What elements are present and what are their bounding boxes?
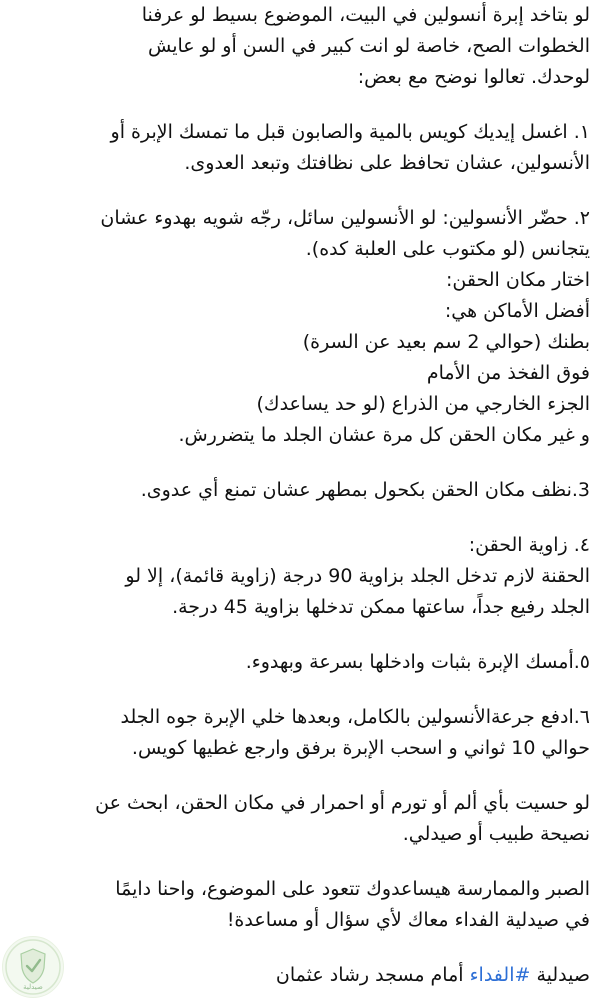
step2-line: فوق الفخذ من الأمام (426, 362, 590, 384)
hashtag-link[interactable]: #الفداء (469, 964, 531, 986)
step2-line: الجزء الخارجي من الذراع (لو حد يساعدك) (256, 393, 590, 415)
step2-line: ٢. حضّر الأنسولين: لو الأنسولين سائل، رجّه شويه بهدوء عشان (100, 207, 590, 229)
paragraph-gap (8, 506, 590, 530)
step2-line: اختار مكان الحقن: (445, 269, 590, 291)
paragraph-gap (8, 451, 590, 475)
step3-line: 3.نظف مكان الحقن بكحول بمطهر عشان تمنع أي عدوى. (140, 479, 590, 501)
logo-text: صيدلية (23, 983, 43, 991)
intro-line: لوحدك. تعالوا نوضح مع بعض: (357, 66, 590, 88)
step1-line: ١. اغسل إيديك كويس بالمية والصابون قبل ما تمسك الإبرة أو (110, 121, 590, 143)
step2-line: يتجانس (لو مكتوب على العلبة كده). (305, 238, 590, 260)
step6-line: ٦.ادفع جرعةالأنسولين بالكامل، وبعدها خلي الإبرة جوه الجلد (120, 706, 590, 728)
paragraph-gap (8, 623, 590, 647)
paragraph-gap (8, 936, 590, 960)
step5-line: ٥.أمسك الإبرة بثبات وادخلها بسرعة وبهدوء. (245, 651, 590, 673)
step1-line: الأنسولين، عشان تحافظ على نظافتك وتبعد العدوى. (184, 152, 590, 174)
paragraph-gap (8, 179, 590, 203)
paragraph-gap (8, 93, 590, 117)
step6-line: حوالي 10 ثواني و اسحب الإبرة برفق وارجع غطيها كويس. (131, 737, 590, 759)
warning-line: لو حسيت بأي ألم أو تورم أو احمرار في مكان الحقن، ابحث عن (95, 792, 590, 814)
paragraph-gap (8, 764, 590, 788)
closing-line: الصبر والممارسة هيساعدوك تتعود على الموضوع، واحنا دايمًا (115, 878, 590, 900)
closing-line: في صيدلية الفداء معاك لأي سؤال أو مساعدة! (226, 909, 590, 931)
paragraph-gap (8, 850, 590, 874)
pharmacy-logo (2, 936, 64, 998)
step4-line: الجلد رفيع جداً، ساعتها ممكن تدخلها بزاوية 45 درجة. (172, 596, 590, 618)
intro-line: لو بتاخد إبرة أنسولين في البيت، الموضوع بسيط لو عرفنا (141, 4, 590, 26)
warning-line: نصيحة طبيب أو صيدلي. (402, 823, 590, 845)
intro-line: الخطوات الصح، خاصة لو انت كبير في السن أو لو عايش (147, 35, 590, 57)
step2-line: و غير مكان الحقن كل مرة عشان الجلد ما يتضررش. (178, 424, 590, 446)
step2-line: بطنك (حوالي 2 سم بعيد عن السرة) (302, 331, 590, 353)
post-body (8, 0, 590, 991)
step2-line: أفضل الأماكن هي: (444, 300, 590, 322)
paragraph-gap (8, 678, 590, 702)
footer-suffix: أمام مسجد رشاد عثمان (275, 964, 470, 986)
footer-prefix: صيدلية (530, 964, 590, 986)
footer-line (8, 960, 590, 991)
step4-line: ٤. زاوية الحقن: (468, 534, 590, 556)
step4-line: الحقنة لازم تدخل الجلد بزاوية 90 درجة (زاوية قائمة)، إلا لو (125, 565, 590, 587)
